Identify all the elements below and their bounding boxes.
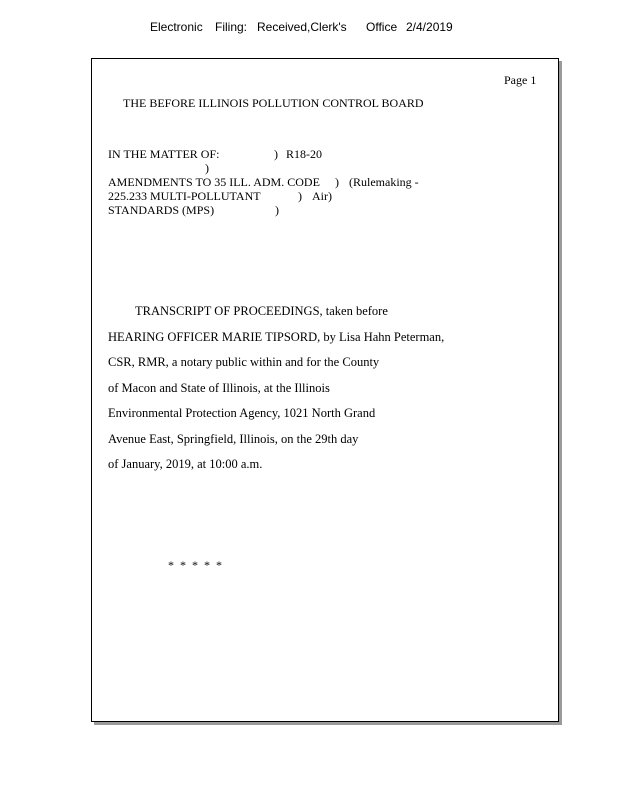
caption-multi-pollutant: 225.233 MULTI-POLLUTANT	[108, 189, 261, 203]
star-divider: * * * * *	[168, 558, 222, 572]
stamp-filing: Filing:	[215, 20, 248, 34]
board-title: THE BEFORE ILLINOIS POLLUTION CONTROL BOARD	[123, 96, 424, 110]
page-number: Page 1	[504, 73, 537, 87]
body-line: HEARING OFFICER MARIE TIPSORD, by Lisa Hahn Peterman,	[108, 330, 445, 344]
stamp-received: Received,Clerk's	[257, 20, 347, 34]
transcript-page	[91, 58, 559, 722]
caption-paren: )	[275, 203, 279, 217]
caption-paren: )	[335, 175, 339, 189]
filing-stamp	[0, 20, 618, 36]
caption-matter: IN THE MATTER OF:	[108, 147, 220, 161]
docket-number: R18-20	[286, 147, 322, 161]
stamp-office: Office	[366, 20, 398, 34]
caption-paren: )	[274, 147, 278, 161]
caption-paren: )	[298, 189, 302, 203]
body-line: Avenue East, Springfield, Illinois, on the 29th day	[108, 432, 359, 446]
body-line: Environmental Protection Agency, 1021 North Grand	[108, 406, 376, 420]
caption-standards: STANDARDS (MPS)	[108, 203, 215, 217]
caption-paren: )	[205, 161, 209, 175]
body-line: TRANSCRIPT OF PROCEEDINGS, taken before	[135, 304, 388, 318]
stamp-electronic: Electronic	[150, 20, 203, 34]
stamp-date: 2/4/2019	[406, 20, 453, 34]
body-line: CSR, RMR, a notary public within and for the County	[108, 355, 380, 369]
caption-air: Air)	[312, 189, 332, 203]
body-line: of January, 2019, at 10:00 a.m.	[108, 457, 263, 471]
caption-amendments: AMENDMENTS TO 35 ILL. ADM. CODE	[108, 175, 320, 189]
body-line: of Macon and State of Illinois, at the Illinois	[108, 381, 330, 395]
caption-rulemaking: (Rulemaking -	[349, 175, 419, 189]
